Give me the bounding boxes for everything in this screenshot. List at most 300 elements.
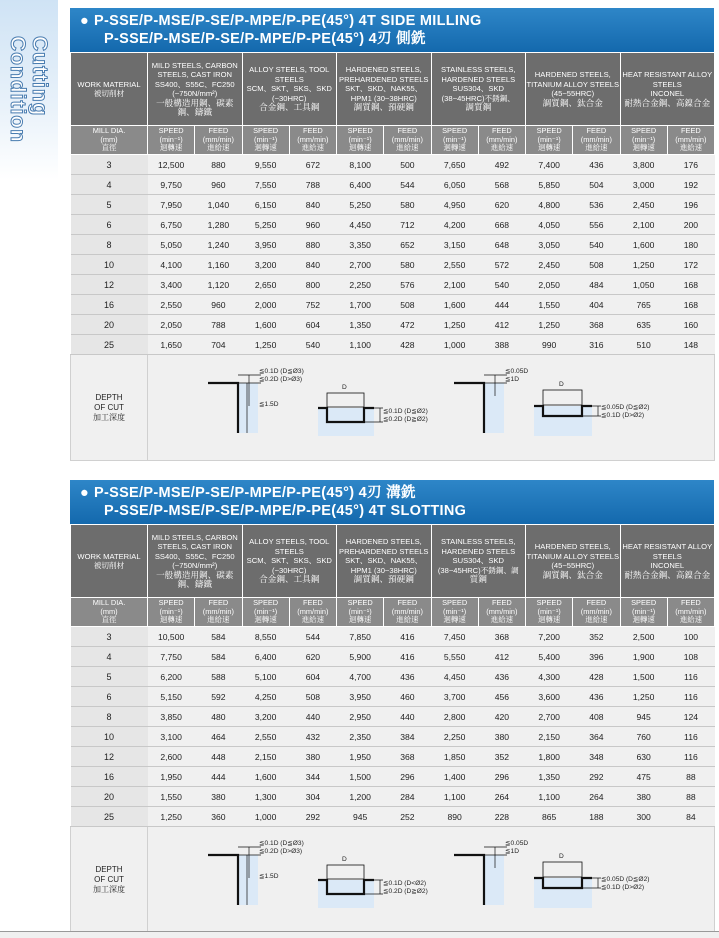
mill-dia-cell: 5 — [71, 195, 148, 215]
feed-cell: 652 — [384, 235, 431, 255]
speed-cell: 1,050 — [620, 275, 667, 295]
speed-cell: 7,400 — [526, 155, 573, 175]
speed-cell: 2,600 — [148, 747, 195, 767]
speed-header: SPEED (min⁻¹) 迴轉速 — [620, 126, 667, 155]
feed-cell: 588 — [195, 667, 242, 687]
feed-header: FEED (mm/min) 進給速 — [195, 598, 242, 627]
feed-cell: 580 — [384, 255, 431, 275]
feed-cell: 620 — [478, 195, 525, 215]
mill-dia-cell: 3 — [71, 155, 148, 175]
feed-cell: 1,120 — [195, 275, 242, 295]
feed-cell: 960 — [289, 215, 336, 235]
table-row — [71, 747, 715, 767]
feed-cell: 160 — [667, 315, 714, 335]
feed-cell: 168 — [667, 295, 714, 315]
cutting-section-2 — [70, 480, 714, 933]
feed-cell: 444 — [195, 767, 242, 787]
speed-cell: 4,250 — [242, 687, 289, 707]
speed-cell: 2,100 — [620, 215, 667, 235]
speed-cell: 6,200 — [148, 667, 195, 687]
feed-cell: 800 — [289, 275, 336, 295]
speed-cell: 4,950 — [431, 195, 478, 215]
speed-feed-header-row — [71, 126, 715, 155]
feed-cell: 412 — [478, 647, 525, 667]
feed-cell: 176 — [667, 155, 714, 175]
feed-cell: 544 — [289, 627, 336, 647]
section-title-line1: P-SSE/P-MSE/P-SE/P-MPE/P-PE(45°) 4刃 溝銑 — [94, 485, 416, 501]
speed-cell: 300 — [620, 807, 667, 827]
feed-cell: 428 — [384, 335, 431, 355]
depth-diagram-side-a — [208, 840, 304, 905]
feed-cell: 448 — [195, 747, 242, 767]
feed-cell: 108 — [667, 647, 714, 667]
feed-cell: 484 — [573, 275, 620, 295]
feed-cell: 352 — [478, 747, 525, 767]
speed-cell: 1,350 — [526, 767, 573, 787]
material-header-6: HEAT RESISTANT ALLOY STEELS INCONEL 耐熱合金鋼、高鎳合金 — [620, 53, 715, 126]
speed-cell: 510 — [620, 335, 667, 355]
material-header-3: HARDENED STEELS, PREHARDENED STEELS SKT、SKD、NAK55、HPM1 (30~38HRC) 調質鋼、預硬鋼 — [337, 525, 432, 598]
speed-cell: 1,000 — [431, 335, 478, 355]
feed-cell: 124 — [667, 707, 714, 727]
depth-b-r2: ≦0.2D (D≧Ø2) — [383, 888, 428, 895]
speed-cell: 7,550 — [242, 175, 289, 195]
side-tab-line2: Condition — [6, 36, 29, 143]
table-row — [71, 255, 715, 275]
feed-cell: 116 — [667, 727, 714, 747]
depth-b-label: D — [342, 856, 347, 863]
material-header-6: HEAT RESISTANT ALLOY STEELS INCONEL 耐熱合金鋼、高鎳合金 — [620, 525, 715, 598]
speed-header: SPEED (min⁻¹) 迴轉速 — [431, 598, 478, 627]
mill-dia-cell: 5 — [71, 667, 148, 687]
speed-cell: 4,050 — [526, 215, 573, 235]
feed-header: FEED (mm/min) 進給速 — [195, 126, 242, 155]
speed-header: SPEED (min⁻¹) 迴轉速 — [431, 126, 478, 155]
work-material-header: WORK MATERIAL 被切削材 — [71, 525, 148, 598]
depth-c-top2: ≦1D — [505, 376, 519, 383]
feed-cell: 192 — [667, 175, 714, 195]
speed-cell: 4,100 — [148, 255, 195, 275]
feed-cell: 196 — [667, 195, 714, 215]
feed-cell: 508 — [573, 255, 620, 275]
feed-cell: 168 — [667, 275, 714, 295]
feed-header: FEED (mm/min) 進給速 — [667, 126, 714, 155]
mill-dia-cell: 10 — [71, 255, 148, 275]
speed-header: SPEED (min⁻¹) 迴轉速 — [242, 598, 289, 627]
speed-cell: 5,850 — [526, 175, 573, 195]
speed-header: SPEED (min⁻¹) 迴轉速 — [526, 126, 573, 155]
mill-dia-cell: 12 — [71, 275, 148, 295]
feed-header: FEED (mm/min) 進給速 — [289, 126, 336, 155]
speed-cell: 6,050 — [431, 175, 478, 195]
depth-d-label: D — [559, 381, 564, 388]
speed-cell: 1,250 — [431, 315, 478, 335]
feed-cell: 576 — [384, 275, 431, 295]
speed-cell: 1,250 — [620, 255, 667, 275]
feed-cell: 436 — [384, 667, 431, 687]
feed-cell: 316 — [573, 335, 620, 355]
feed-cell: 380 — [195, 787, 242, 807]
depth-label-cell: DEPTH OF CUT 加工深度 — [71, 355, 148, 461]
speed-header: SPEED (min⁻¹) 迴轉速 — [148, 598, 195, 627]
feed-cell: 416 — [384, 647, 431, 667]
feed-cell: 364 — [573, 727, 620, 747]
depth-a-top1: ≦0.1D (D≦Ø3) — [259, 840, 304, 847]
depth-b-r1: ≦0.1D (D≦Ø2) — [383, 408, 428, 415]
speed-cell: 3,200 — [242, 255, 289, 275]
speed-cell: 6,400 — [242, 647, 289, 667]
speed-cell: 1,900 — [620, 647, 667, 667]
feed-cell: 712 — [384, 215, 431, 235]
speed-cell: 1,300 — [242, 787, 289, 807]
side-tab — [0, 0, 58, 180]
depth-of-cut-row — [71, 355, 715, 461]
speed-cell: 5,250 — [242, 215, 289, 235]
cutting-section-1 — [70, 8, 714, 461]
speed-cell: 1,600 — [620, 235, 667, 255]
feed-cell: 428 — [573, 667, 620, 687]
feed-cell: 440 — [289, 707, 336, 727]
feed-cell: 416 — [384, 627, 431, 647]
feed-cell: 540 — [478, 275, 525, 295]
cutting-table — [70, 524, 715, 933]
mill-dia-cell: 4 — [71, 647, 148, 667]
depth-b-r2: ≦0.2D (D≧Ø2) — [383, 416, 428, 423]
depth-c-top2: ≦1D — [505, 848, 519, 855]
speed-cell: 1,800 — [526, 747, 573, 767]
feed-cell: 432 — [289, 727, 336, 747]
feed-cell: 880 — [289, 235, 336, 255]
feed-cell: 584 — [195, 627, 242, 647]
speed-cell: 1,400 — [431, 767, 478, 787]
mill-dia-cell: 12 — [71, 747, 148, 767]
speed-header: SPEED (min⁻¹) 迴轉速 — [242, 126, 289, 155]
depth-d-r2: ≦0.1D (D>Ø2) — [601, 412, 645, 419]
feed-cell: 584 — [195, 647, 242, 667]
table-row — [71, 335, 715, 355]
speed-cell: 5,100 — [242, 667, 289, 687]
speed-header: SPEED (min⁻¹) 迴轉速 — [337, 598, 384, 627]
feed-cell: 180 — [667, 235, 714, 255]
speed-cell: 10,500 — [148, 627, 195, 647]
speed-cell: 2,050 — [148, 315, 195, 335]
mill-dia-cell: 16 — [71, 295, 148, 315]
mill-dia-cell: 10 — [71, 727, 148, 747]
depth-c-top1: ≦0.05D — [505, 840, 529, 847]
feed-header: FEED (mm/min) 進給速 — [384, 598, 431, 627]
speed-cell: 1,850 — [431, 747, 478, 767]
depth-diagrams-cell — [148, 355, 715, 461]
feed-cell: 500 — [384, 155, 431, 175]
table-row — [71, 155, 715, 175]
section-title-line2: P-SSE/P-MSE/P-SE/P-MPE/P-PE(45°) 4刃 側銑 — [104, 31, 426, 47]
speed-cell: 475 — [620, 767, 667, 787]
feed-cell: 304 — [289, 787, 336, 807]
cutting-table — [70, 52, 715, 461]
speed-header: SPEED (min⁻¹) 迴轉速 — [148, 126, 195, 155]
speed-cell: 990 — [526, 335, 573, 355]
speed-cell: 2,150 — [242, 747, 289, 767]
feed-cell: 508 — [289, 687, 336, 707]
speed-cell: 5,050 — [148, 235, 195, 255]
speed-cell: 8,550 — [242, 627, 289, 647]
feed-cell: 540 — [573, 235, 620, 255]
depth-d-label: D — [559, 853, 564, 860]
feed-cell: 368 — [384, 747, 431, 767]
speed-cell: 635 — [620, 315, 667, 335]
speed-cell: 3,600 — [526, 687, 573, 707]
speed-cell: 1,200 — [337, 787, 384, 807]
depth-d-r2: ≦0.1D (D>Ø2) — [601, 884, 645, 891]
feed-cell: 292 — [573, 767, 620, 787]
feed-cell: 504 — [573, 175, 620, 195]
feed-cell: 788 — [195, 315, 242, 335]
feed-cell: 620 — [289, 647, 336, 667]
mill-dia-cell: 25 — [71, 335, 148, 355]
table-row — [71, 295, 715, 315]
speed-cell: 3,150 — [431, 235, 478, 255]
speed-cell: 3,100 — [148, 727, 195, 747]
depth-a-top1: ≦0.1D (D≦Ø3) — [259, 368, 304, 375]
table-row — [71, 627, 715, 647]
speed-cell: 1,500 — [620, 667, 667, 687]
feed-cell: 508 — [384, 295, 431, 315]
speed-cell: 1,000 — [242, 807, 289, 827]
speed-cell: 9,550 — [242, 155, 289, 175]
table-row — [71, 215, 715, 235]
feed-cell: 200 — [667, 215, 714, 235]
material-header-2: ALLOY STEELS, TOOL STEELS SCM、SKT、SKS、SKD (~30HRC) 合金鋼、工具鋼 — [242, 525, 337, 598]
feed-cell: 252 — [384, 807, 431, 827]
speed-feed-header-row — [71, 598, 715, 627]
feed-cell: 148 — [667, 335, 714, 355]
speed-cell: 3,950 — [337, 687, 384, 707]
table-row — [71, 667, 715, 687]
speed-cell: 1,600 — [431, 295, 478, 315]
speed-cell: 765 — [620, 295, 667, 315]
feed-cell: 436 — [478, 667, 525, 687]
depth-diagram-side-c — [454, 368, 528, 433]
material-header-5: HARDENED STEELS, TITANIUM ALLOY STEELS (45~55HRC) 調質鋼、鈦合金 — [526, 53, 621, 126]
speed-cell: 5,150 — [148, 687, 195, 707]
speed-cell: 2,550 — [431, 255, 478, 275]
depth-diagram-slot-b — [318, 384, 428, 436]
feed-cell: 840 — [289, 255, 336, 275]
mill-dia-cell: 16 — [71, 767, 148, 787]
mill-dia-cell: 8 — [71, 707, 148, 727]
material-header-4: STAINLESS STEELS, HARDENED STEELS SUS304、SKD (38~45HRC)不銹鋼、調 質鋼 — [431, 525, 526, 598]
speed-cell: 4,200 — [431, 215, 478, 235]
speed-cell: 3,350 — [337, 235, 384, 255]
speed-cell: 1,250 — [526, 315, 573, 335]
depth-d-r1: ≦0.05D (D≦Ø2) — [601, 876, 650, 883]
feed-cell: 1,160 — [195, 255, 242, 275]
mill-dia-cell: 6 — [71, 687, 148, 707]
speed-cell: 5,900 — [337, 647, 384, 667]
feed-cell: 460 — [384, 687, 431, 707]
speed-cell: 2,250 — [431, 727, 478, 747]
depth-diagram-side-a — [208, 368, 304, 433]
feed-header: FEED (mm/min) 進給速 — [384, 126, 431, 155]
feed-cell: 572 — [478, 255, 525, 275]
table-row — [71, 175, 715, 195]
speed-cell: 4,300 — [526, 667, 573, 687]
speed-cell: 2,250 — [337, 275, 384, 295]
speed-cell: 2,000 — [242, 295, 289, 315]
speed-cell: 2,550 — [242, 727, 289, 747]
speed-cell: 2,500 — [620, 627, 667, 647]
table-row — [71, 707, 715, 727]
table-row — [71, 787, 715, 807]
feed-cell: 960 — [195, 175, 242, 195]
table-row — [71, 727, 715, 747]
feed-cell: 88 — [667, 767, 714, 787]
speed-cell: 1,100 — [431, 787, 478, 807]
feed-cell: 228 — [478, 807, 525, 827]
section-title-line1: P-SSE/P-MSE/P-SE/P-MPE/P-PE(45°) 4T SIDE MILLING — [94, 13, 482, 29]
feed-cell: 752 — [289, 295, 336, 315]
speed-cell: 7,450 — [431, 627, 478, 647]
speed-header: SPEED (min⁻¹) 迴轉速 — [526, 598, 573, 627]
speed-cell: 3,400 — [148, 275, 195, 295]
speed-cell: 2,700 — [337, 255, 384, 275]
mill-dia-header: MILL DIA. (mm) 直徑 — [71, 126, 148, 155]
feed-cell: 604 — [289, 315, 336, 335]
speed-cell: 1,600 — [242, 315, 289, 335]
speed-cell: 2,550 — [148, 295, 195, 315]
feed-cell: 384 — [384, 727, 431, 747]
speed-cell: 8,100 — [337, 155, 384, 175]
feed-cell: 116 — [667, 667, 714, 687]
feed-cell: 296 — [478, 767, 525, 787]
speed-cell: 1,100 — [526, 787, 573, 807]
feed-cell: 464 — [195, 727, 242, 747]
table-row — [71, 767, 715, 787]
mill-dia-cell: 25 — [71, 807, 148, 827]
depth-diagrams-cell — [148, 827, 715, 933]
material-header-4: STAINLESS STEELS, HARDENED STEELS SUS304、SKD (38~45HRC)不銹鋼、 調質鋼 — [431, 53, 526, 126]
mill-dia-cell: 20 — [71, 787, 148, 807]
speed-cell: 2,650 — [242, 275, 289, 295]
speed-cell: 1,550 — [526, 295, 573, 315]
speed-cell: 2,100 — [431, 275, 478, 295]
feed-cell: 840 — [289, 195, 336, 215]
speed-cell: 4,450 — [431, 667, 478, 687]
speed-cell: 890 — [431, 807, 478, 827]
feed-header: FEED (mm/min) 進給速 — [667, 598, 714, 627]
table-row — [71, 687, 715, 707]
feed-cell: 100 — [667, 627, 714, 647]
feed-header: FEED (mm/min) 進給速 — [573, 126, 620, 155]
speed-cell: 1,650 — [148, 335, 195, 355]
feed-cell: 360 — [195, 807, 242, 827]
feed-cell: 1,280 — [195, 215, 242, 235]
speed-cell: 1,250 — [148, 807, 195, 827]
speed-cell: 2,350 — [337, 727, 384, 747]
speed-cell: 3,050 — [526, 235, 573, 255]
feed-cell: 480 — [195, 707, 242, 727]
speed-cell: 2,050 — [526, 275, 573, 295]
speed-cell: 6,400 — [337, 175, 384, 195]
feed-cell: 648 — [478, 235, 525, 255]
depth-of-cut-row — [71, 827, 715, 933]
feed-cell: 444 — [478, 295, 525, 315]
feed-cell: 396 — [573, 647, 620, 667]
speed-cell: 380 — [620, 787, 667, 807]
feed-cell: 368 — [478, 627, 525, 647]
mill-dia-cell: 20 — [71, 315, 148, 335]
speed-cell: 6,150 — [242, 195, 289, 215]
depth-diagram-slot-b — [318, 856, 428, 908]
speed-cell: 3,800 — [620, 155, 667, 175]
speed-cell: 4,700 — [337, 667, 384, 687]
feed-header: FEED (mm/min) 進給速 — [478, 126, 525, 155]
speed-cell: 7,950 — [148, 195, 195, 215]
feed-cell: 380 — [289, 747, 336, 767]
material-header-2: ALLOY STEELS, TOOL STEELS SCM、SKT、SKS、SKD (~30HRC) 合金鋼、工具鋼 — [242, 53, 337, 126]
material-header-1: MILD STEELS, CARBON STEELS, CAST IRON SS400、S55C、FC250 (~750N/mm²) 一般構造用鋼、碳素鋼、鑄鐵 — [148, 53, 243, 126]
table-row — [71, 195, 715, 215]
speed-cell: 3,850 — [148, 707, 195, 727]
mill-dia-cell: 3 — [71, 627, 148, 647]
speed-cell: 760 — [620, 727, 667, 747]
feed-header: FEED (mm/min) 進給速 — [573, 598, 620, 627]
feed-cell: 436 — [573, 687, 620, 707]
material-header-1: MILD STEELS, CARBON STEELS, CAST IRON SS400、S55C、FC250 (~750N/mm²) 一般構造用鋼、碳素鋼、鑄鐵 — [148, 525, 243, 598]
speed-cell: 630 — [620, 747, 667, 767]
mill-dia-header: MILL DIA. (mm) 直徑 — [71, 598, 148, 627]
depth-d-r1: ≦0.05D (D≦Ø2) — [601, 404, 650, 411]
feed-cell: 1,240 — [195, 235, 242, 255]
mill-dia-cell: 8 — [71, 235, 148, 255]
feed-cell: 556 — [573, 215, 620, 235]
feed-cell: 88 — [667, 787, 714, 807]
speed-cell: 2,450 — [620, 195, 667, 215]
side-tab-text — [6, 36, 52, 176]
feed-cell: 456 — [478, 687, 525, 707]
feed-cell: 568 — [478, 175, 525, 195]
depth-diagram-side-c — [454, 840, 528, 905]
speed-cell: 2,950 — [337, 707, 384, 727]
table-row — [71, 235, 715, 255]
speed-cell: 2,800 — [431, 707, 478, 727]
mill-dia-cell: 4 — [71, 175, 148, 195]
speed-cell: 1,100 — [337, 335, 384, 355]
speed-cell: 945 — [337, 807, 384, 827]
feed-cell: 540 — [289, 335, 336, 355]
feed-header: FEED (mm/min) 進給速 — [289, 598, 336, 627]
feed-cell: 116 — [667, 687, 714, 707]
speed-cell: 1,250 — [620, 687, 667, 707]
speed-cell: 2,150 — [526, 727, 573, 747]
depth-b-label: D — [342, 384, 347, 391]
feed-cell: 436 — [573, 155, 620, 175]
speed-cell: 3,700 — [431, 687, 478, 707]
depth-a-side: ≦1.5D — [259, 873, 279, 880]
speed-cell: 1,950 — [148, 767, 195, 787]
feed-cell: 1,040 — [195, 195, 242, 215]
speed-cell: 1,350 — [337, 315, 384, 335]
feed-cell: 472 — [384, 315, 431, 335]
table-row — [71, 647, 715, 667]
speed-cell: 945 — [620, 707, 667, 727]
depth-diagram-slot-d — [534, 853, 649, 908]
depth-b-r1: ≦0.1D (D<Ø2) — [383, 880, 427, 887]
feed-cell: 284 — [384, 787, 431, 807]
speed-cell: 4,450 — [337, 215, 384, 235]
feed-cell: 296 — [384, 767, 431, 787]
table-row — [71, 807, 715, 827]
